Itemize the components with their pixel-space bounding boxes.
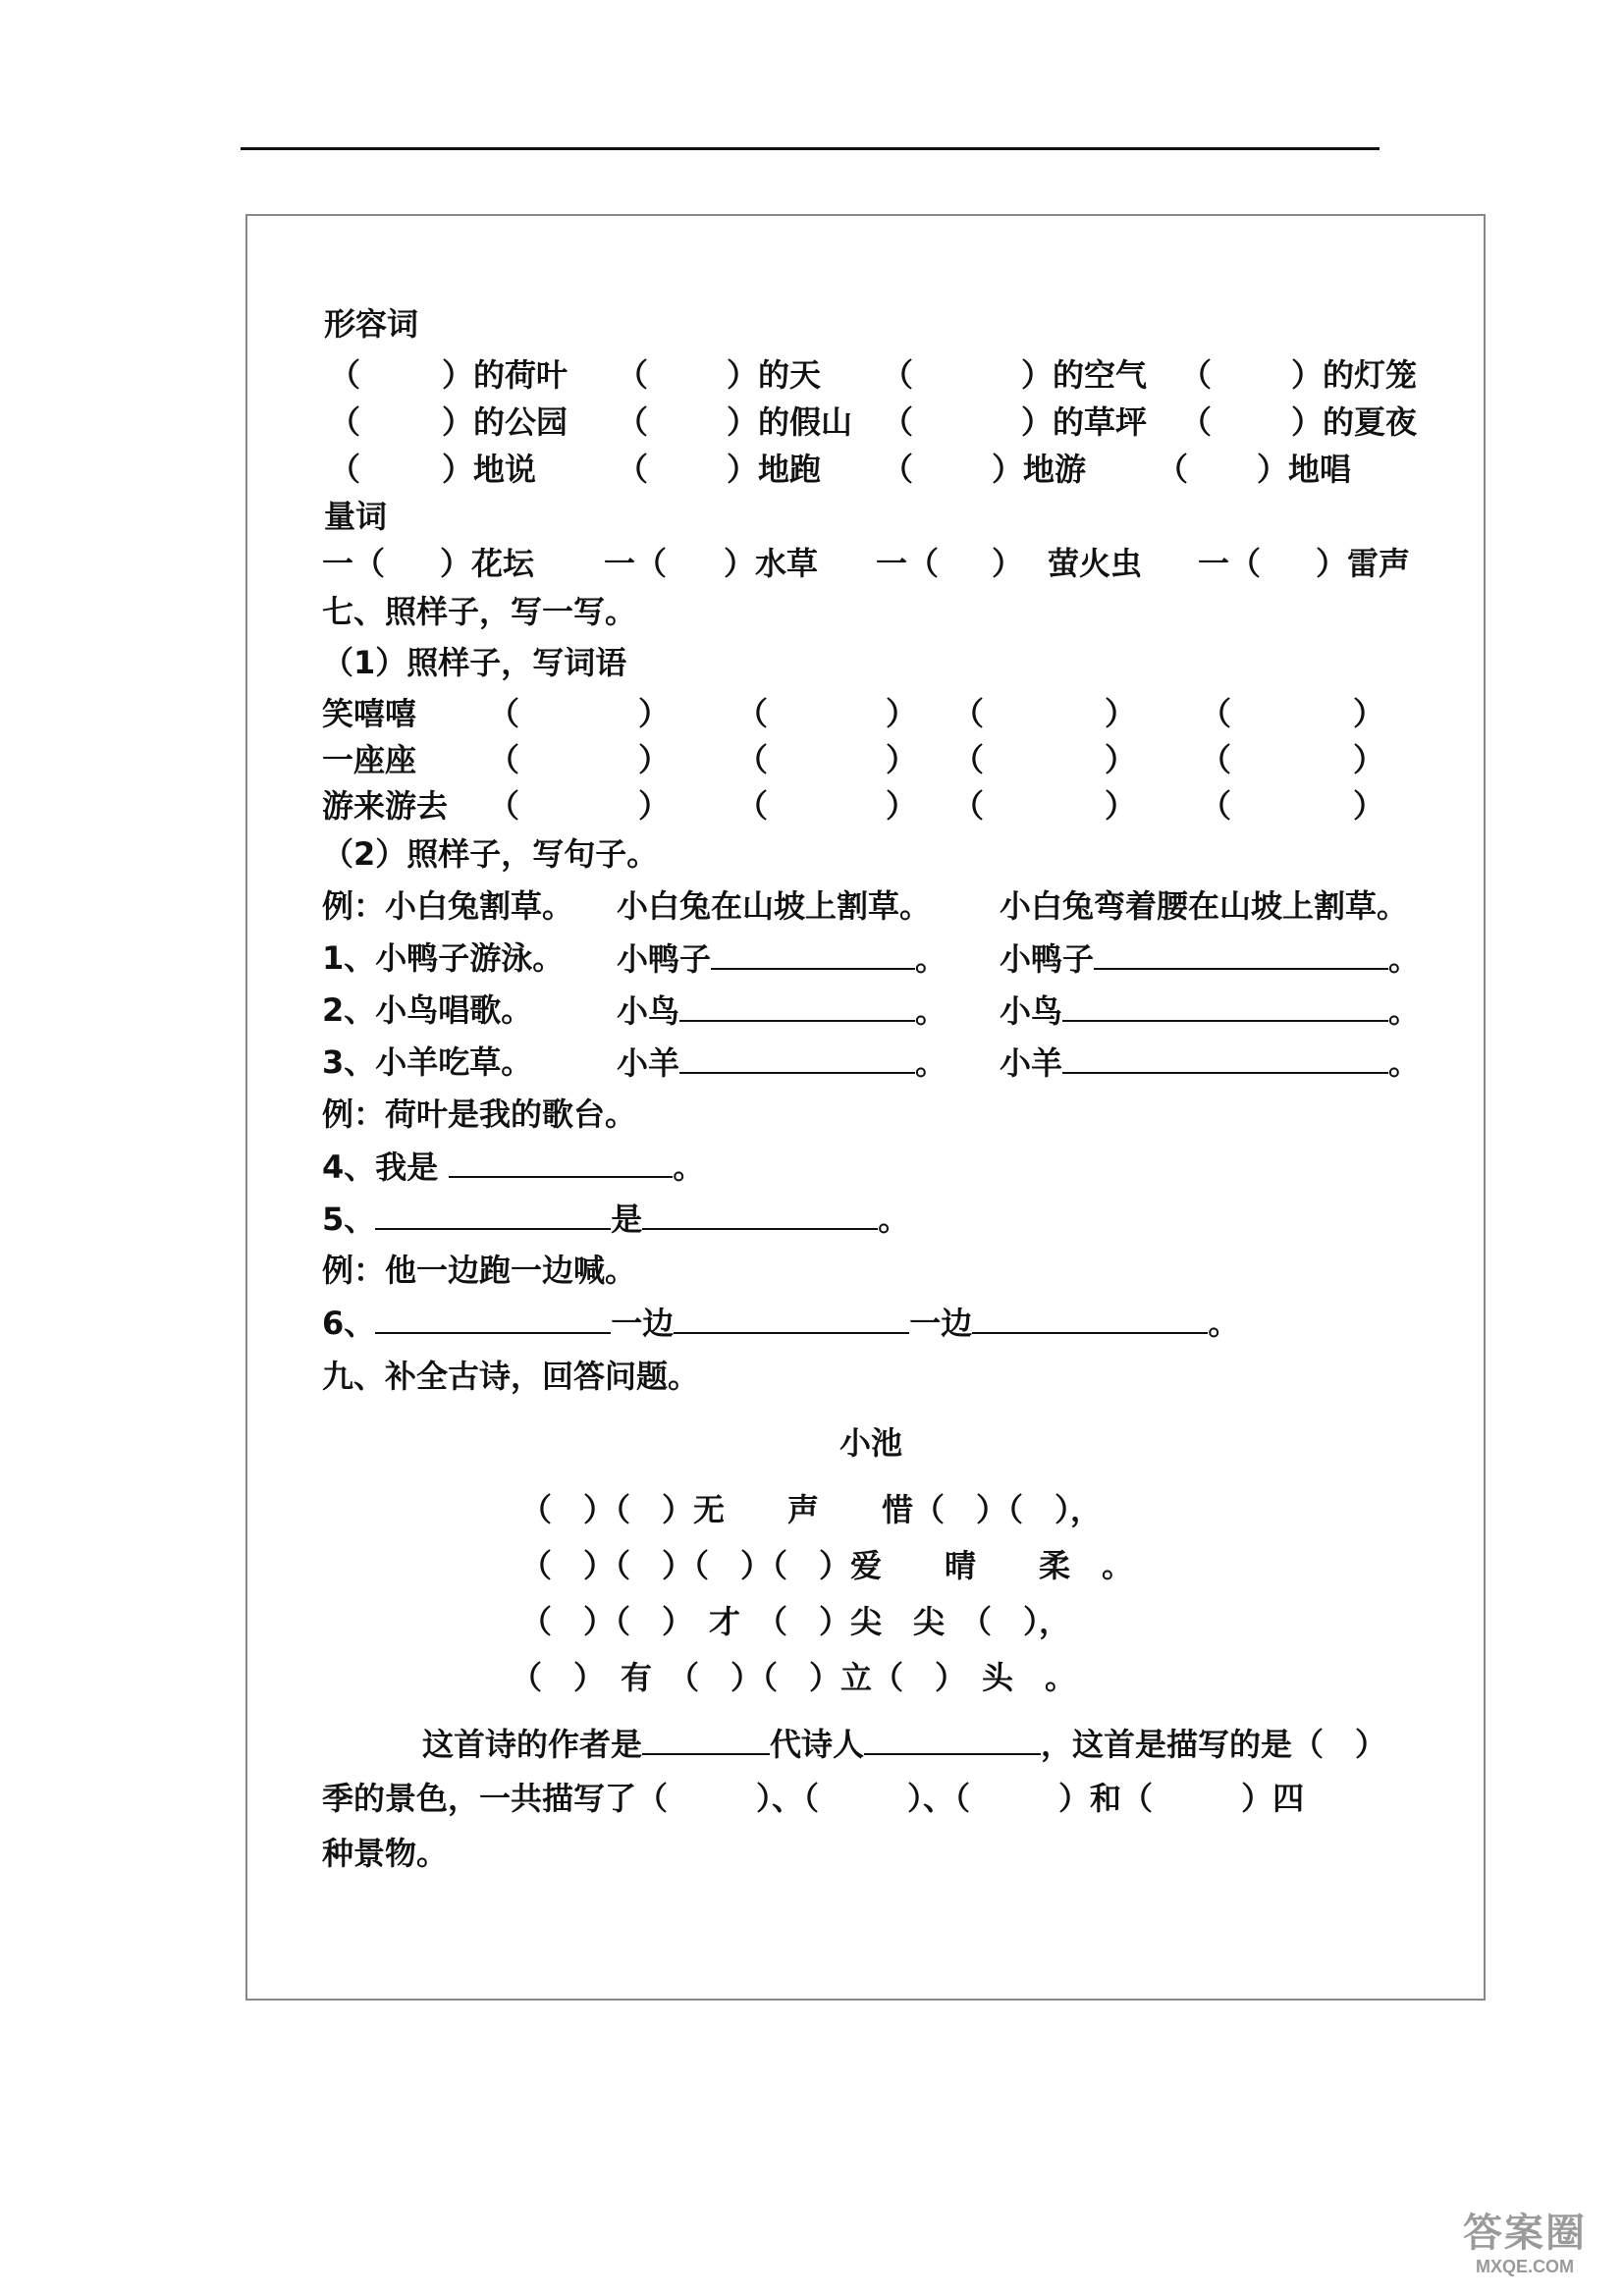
paren-open: （ (488, 787, 520, 825)
fill-blank-word: ）的空气 (1021, 356, 1148, 394)
example-word: 游来游去 (322, 787, 449, 825)
answer-blank[interactable] (1094, 938, 1388, 970)
paren-open: （ (882, 356, 914, 394)
answer-blank[interactable] (1062, 1042, 1388, 1074)
paren-open: （ (329, 403, 361, 441)
poem-line-2: （ ）（ ）（ ）（ ）爱 晴 柔 。 (520, 1547, 1134, 1584)
paren-open: （ (1180, 356, 1213, 394)
fill-blank-word: ）的天 (727, 356, 822, 394)
paren-close: ） (1353, 695, 1385, 732)
poem-question-line-2: 季的景色，一共描写了（ ）、（ ）、（ ）和（ ）四 (322, 1780, 1305, 1817)
paren-open: （ (488, 695, 520, 732)
paren-open: （ (882, 403, 914, 441)
paren-close: ） (638, 695, 671, 732)
paren-open: （ (1180, 403, 1213, 441)
sentence-exercise-6: 6、 一边 一边 。 (322, 1305, 1240, 1342)
paren-close: ） (638, 787, 671, 825)
fill-blank-word: ）地说 (442, 451, 537, 488)
fill-blank-word: ）水草 (724, 545, 819, 582)
paren-open: （ (1200, 741, 1232, 778)
fill-blank-word: ）的草坪 (1021, 403, 1148, 441)
question-7-part-2: （2）照样子，写句子。 (322, 835, 659, 873)
answer-blank[interactable] (972, 1303, 1208, 1334)
paren-close: ） (1105, 741, 1137, 778)
poem-line-1: （ ）（ ）无 声 惜（ ）（ ）， (520, 1491, 1103, 1528)
exercise-stem: 小羊 。 (1000, 1044, 1421, 1082)
example-word: 笑嘻嘻 (322, 695, 417, 732)
paren-open: （ (736, 787, 769, 825)
paren-open: （ (1200, 695, 1232, 732)
exercise-stem: 小羊 。 (617, 1044, 947, 1082)
paren-open: （ (329, 451, 361, 488)
exercise-prompt: 2、小鸟唱歌。 (322, 991, 533, 1029)
answer-blank[interactable] (375, 1303, 611, 1334)
paren-close: ） (886, 695, 918, 732)
poem-line-3: （ ）（ ） 才 （ ）尖 尖 （ ）， (520, 1603, 1071, 1640)
poem-question-line-1: 这首诗的作者是 代诗人 ，这首是描写的是（ ） (422, 1726, 1387, 1763)
fill-blank-word: ）地游 (992, 451, 1087, 488)
example-sentence-2: 例：荷叶是我的歌台。 (322, 1095, 637, 1133)
answer-blank[interactable] (375, 1199, 611, 1230)
paren-open: （ (1157, 451, 1189, 488)
fill-blank-word: ）雷声 (1316, 545, 1411, 582)
fill-blank-word: ）的假山 (727, 403, 853, 441)
exercise-stem: 小鸟 。 (617, 992, 947, 1030)
paren-open: （ (617, 356, 649, 394)
paren-open: 一（ (876, 545, 940, 582)
paren-open: （ (882, 451, 914, 488)
paren-open: 一（ (1198, 545, 1262, 582)
paren-close: ） (1353, 741, 1385, 778)
answer-blank[interactable] (674, 1303, 909, 1334)
exercise-stem: 小鸟 。 (1000, 992, 1421, 1030)
example-sentence: 例：小白兔割草。 (322, 887, 574, 925)
sentence-exercise-5: 5、 是 。 (322, 1201, 910, 1238)
answer-blank[interactable] (711, 938, 915, 970)
exercise-prompt: 1、小鸭子游泳。 (322, 939, 565, 977)
header-rule (241, 147, 1380, 150)
paren-close: ） (1105, 695, 1137, 732)
example-word: 一座座 (322, 741, 417, 778)
paren-open: （ (736, 695, 769, 732)
answer-blank[interactable] (449, 1147, 673, 1178)
question-9-title: 九、补全古诗，回答问题。 (322, 1358, 700, 1395)
watermark-logo: 答案圈 (1463, 2211, 1587, 2256)
paren-open: （ (1200, 787, 1232, 825)
fill-blank-word: ）花坛 (440, 545, 535, 582)
answer-blank[interactable] (1062, 990, 1388, 1022)
fill-blank-word: ）的夏夜 (1291, 403, 1418, 441)
paren-close: ） (1105, 787, 1137, 825)
answer-blank[interactable] (642, 1199, 878, 1230)
paren-open: （ (329, 356, 361, 394)
poem-line-4: （ ） 有 （ ）（ ）立（ ） 头 。 (511, 1659, 1077, 1696)
paren-open: （ (617, 451, 649, 488)
section-title-measure-words: 量词 (324, 498, 388, 535)
paren-close: ） (1353, 787, 1385, 825)
exercise-stem: 小鸭子 。 (617, 940, 947, 978)
fill-blank-word: ）的灯笼 (1291, 356, 1418, 394)
fill-blank-word: ）的荷叶 (442, 356, 568, 394)
answer-blank[interactable] (642, 1724, 770, 1755)
poem-title: 小池 (839, 1424, 903, 1462)
exercise-stem: 小鸭子 。 (1000, 940, 1421, 978)
paren-close: ） (638, 741, 671, 778)
watermark (1456, 2210, 1594, 2276)
sentence-exercise-4: 4、我是 。 (322, 1148, 705, 1186)
paren-open: （ (952, 787, 985, 825)
paren-open: （ (488, 741, 520, 778)
watermark-url: MXQE.COM (1475, 2257, 1574, 2276)
paren-open: 一（ (604, 545, 668, 582)
answer-blank[interactable] (864, 1724, 1041, 1755)
fill-blank-word: 萤火虫 (1048, 545, 1143, 582)
example-sentence: 小白兔弯着腰在山坡上割草。 (1000, 887, 1409, 925)
exercise-prompt: 3、小羊吃草。 (322, 1043, 533, 1081)
paren-close: ） (886, 741, 918, 778)
answer-blank[interactable] (679, 990, 915, 1022)
paren-open: 一（ (322, 545, 386, 582)
poem-question-line-3: 种景物。 (322, 1835, 449, 1872)
answer-blank[interactable] (679, 1042, 915, 1074)
paren-open: （ (617, 403, 649, 441)
example-sentence: 小白兔在山坡上割草。 (617, 887, 932, 925)
fill-blank-word: ）地唱 (1257, 451, 1352, 488)
section-title-adjectives: 形容词 (324, 305, 419, 343)
paren-open: （ (952, 741, 985, 778)
example-sentence-3: 例：他一边跑一边喊。 (322, 1252, 637, 1289)
question-7-title: 七、照样子，写一写。 (322, 593, 637, 630)
paren-open: （ (736, 741, 769, 778)
fill-blank-word: ）的公园 (442, 403, 568, 441)
fill-blank-word: ）地跑 (727, 451, 822, 488)
paren-open: （ (952, 695, 985, 732)
paren-close: ） (886, 787, 918, 825)
question-7-part-1: （1）照样子，写词语 (322, 644, 627, 681)
paren-close: ） (992, 545, 1024, 582)
